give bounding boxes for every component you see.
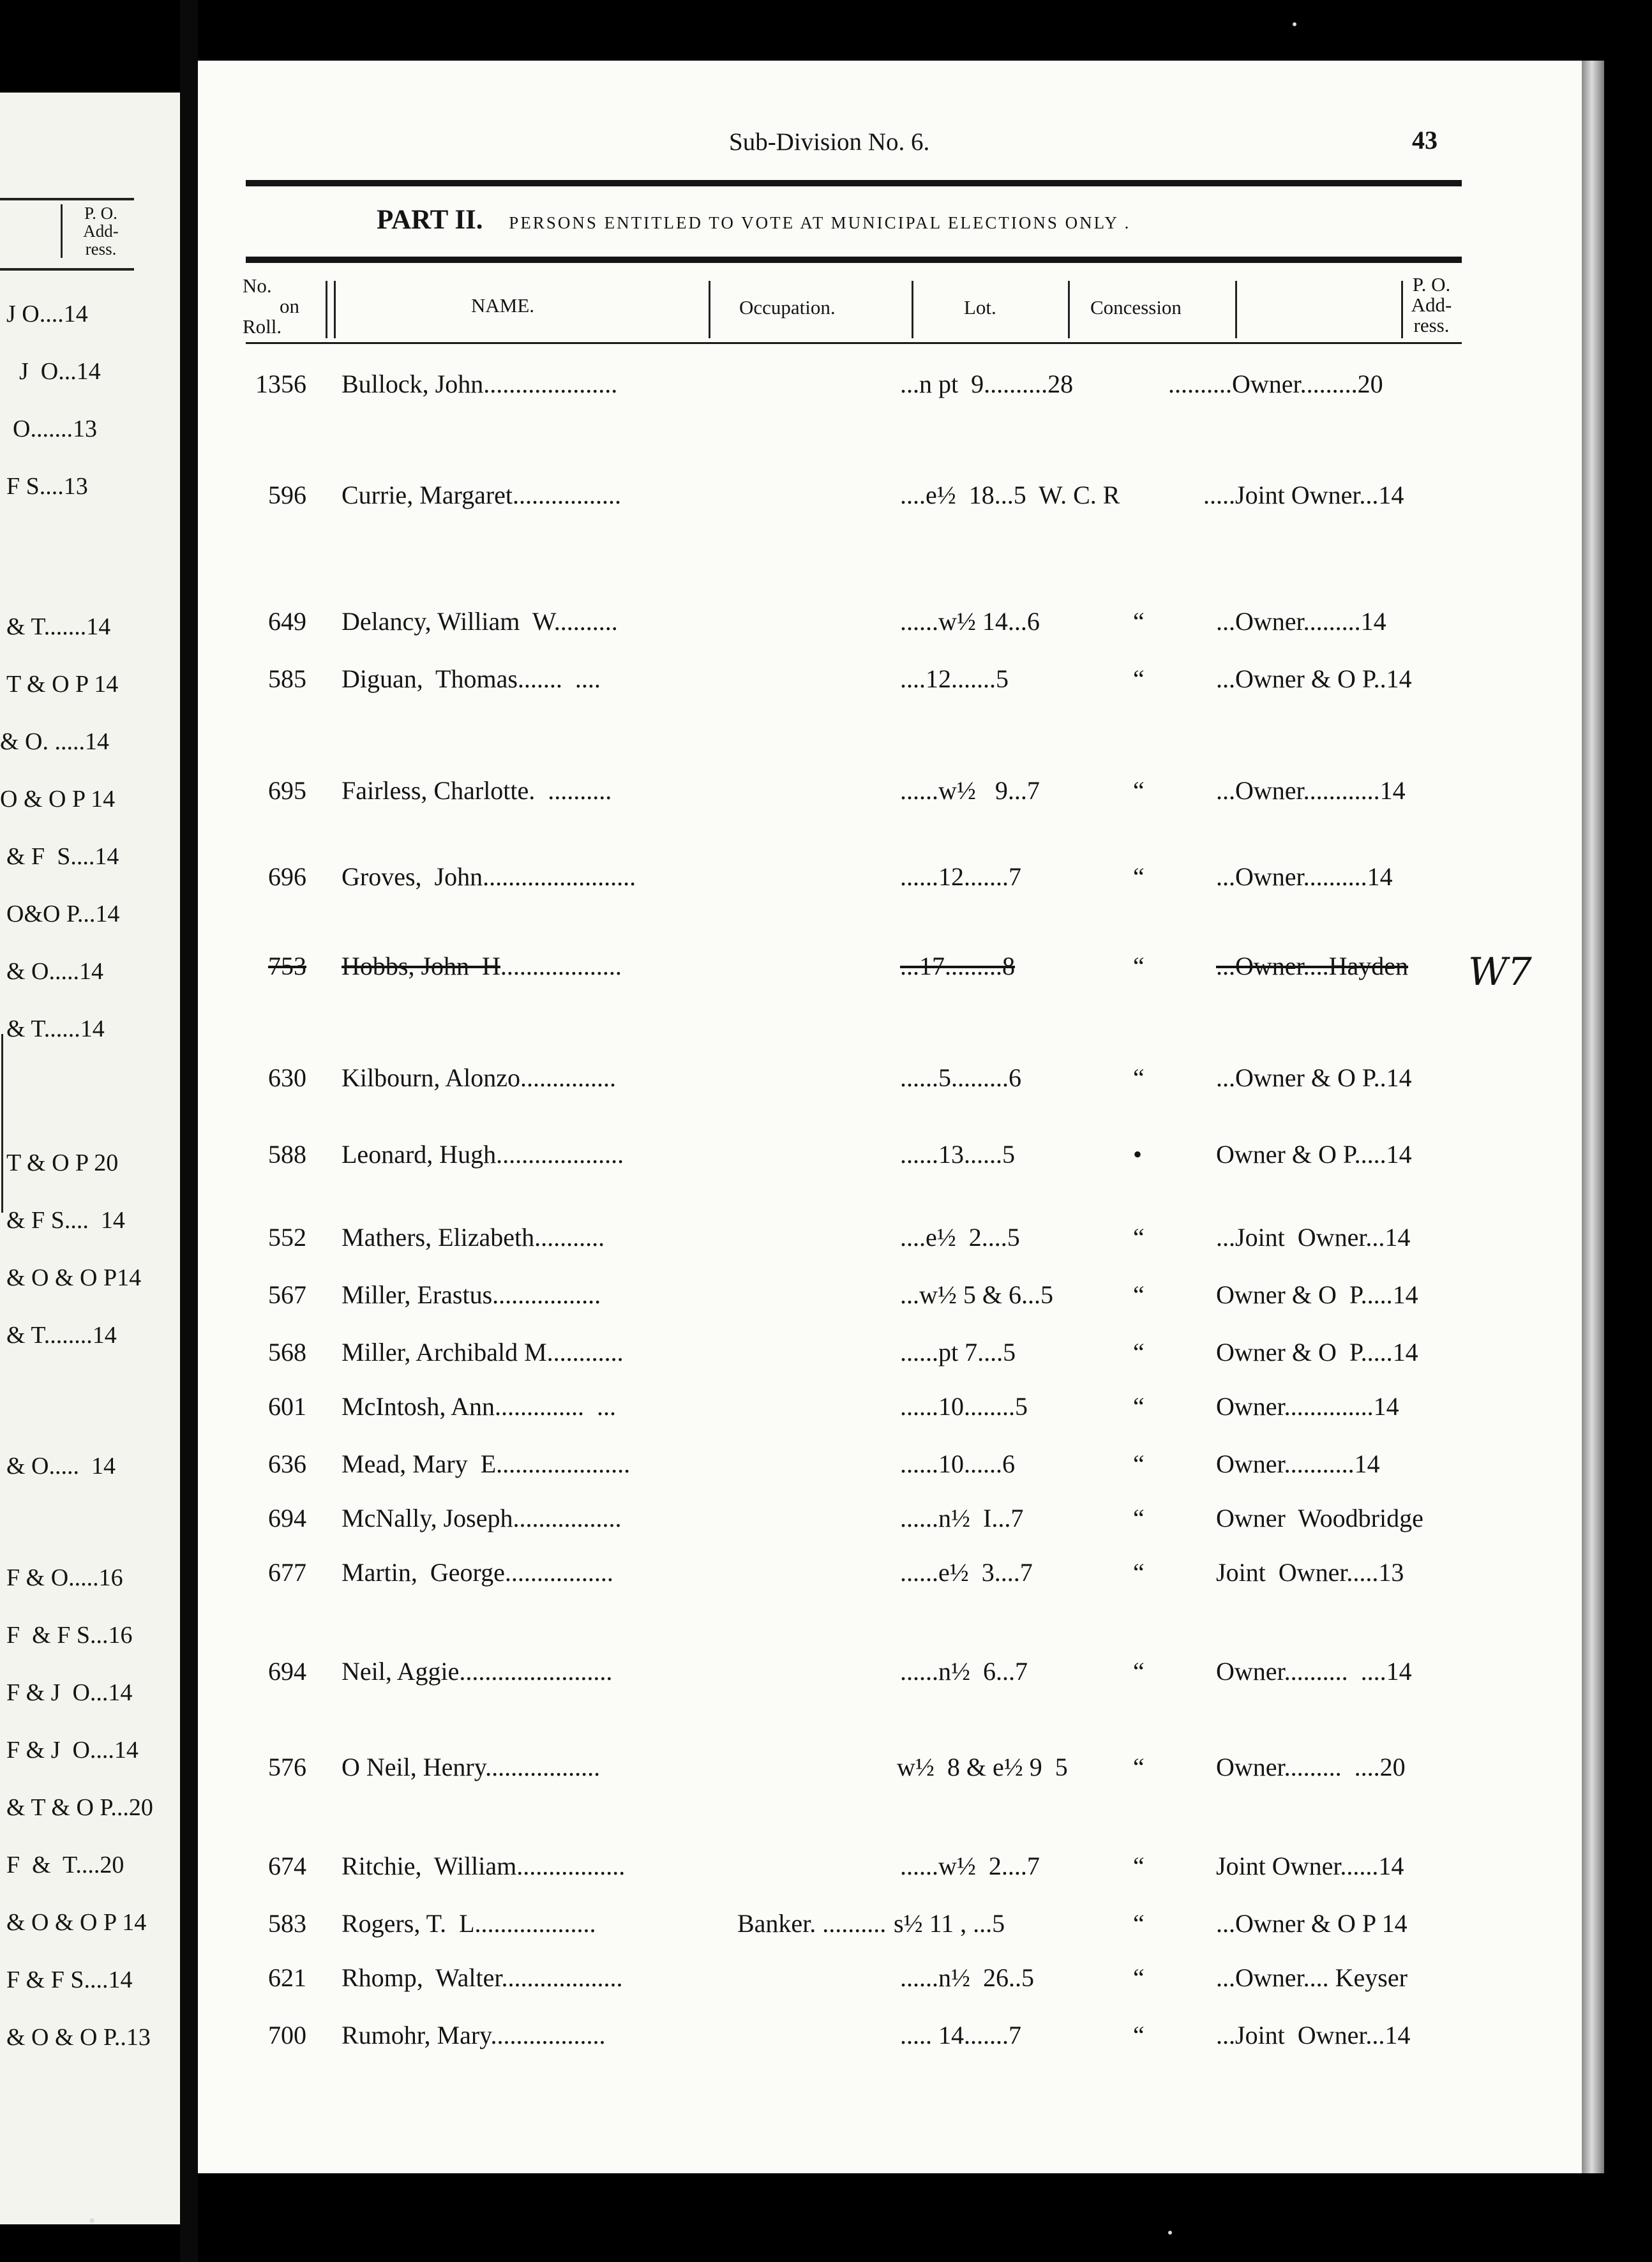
- status-and-address: Joint Owner.....13: [1216, 1558, 1404, 1587]
- lot: ....e½ 18...5 W. C. R: [900, 481, 1120, 509]
- roll-number: 649: [268, 607, 306, 636]
- status-and-address: ...Joint Owner...14: [1216, 2021, 1411, 2049]
- concession: “: [1133, 1449, 1145, 1478]
- lot: ......12.......7: [900, 862, 1021, 891]
- occupation: Banker. ..........: [737, 1909, 887, 1938]
- col-header-lot: Lot.: [964, 296, 996, 318]
- left-page-address: & F S.... 14: [6, 1207, 125, 1234]
- left-page-address: & T........14: [6, 1322, 117, 1349]
- concession: “: [1133, 664, 1145, 693]
- voter-name: Leonard, Hugh....................: [342, 1140, 624, 1169]
- table-row: [0, 2020, 1652, 2058]
- left-page-address: F & F S....14: [6, 1966, 133, 1993]
- part-title: PART II.: [377, 205, 483, 235]
- left-page-address: O.......13: [13, 416, 97, 442]
- col-header-name: NAME.: [471, 294, 535, 317]
- part-description: PERSONS ENTITLED TO VOTE AT MUNICIPAL ELECTIONS ONLY .: [509, 213, 1131, 232]
- left-header-line: ress.: [85, 239, 117, 258]
- left-po-address-header: [61, 204, 139, 258]
- left-page-vertical-rule: [1, 1034, 3, 1213]
- column-rule: [1235, 281, 1237, 338]
- voter-name: Mathers, Elizabeth...........: [342, 1223, 605, 1252]
- left-page-address: F & J O....14: [6, 1737, 139, 1764]
- concession: “: [1133, 1223, 1145, 1252]
- status-and-address: ...Owner & O P..14: [1216, 1063, 1412, 1092]
- roll-number: 674: [268, 1852, 306, 1880]
- status-and-address: ...Owner.........14: [1216, 607, 1386, 636]
- header-line: No.: [243, 274, 272, 297]
- part-heading: [377, 204, 1130, 236]
- voter-name: Delancy, William W..........: [342, 607, 618, 636]
- lot: w½ 8 & e½ 9 5: [897, 1753, 1068, 1781]
- roll-number: 694: [268, 1657, 306, 1686]
- concession: “: [1133, 1504, 1145, 1532]
- lot: ......13......5: [900, 1140, 1015, 1169]
- left-page-rule: [0, 268, 134, 271]
- speck: [1168, 2231, 1172, 2235]
- column-rule: [326, 281, 327, 338]
- table-row: [0, 1063, 1652, 1101]
- roll-number: 552: [268, 1223, 306, 1252]
- lot: ......w½ 2....7: [900, 1852, 1040, 1880]
- status-and-address: Owner..............14: [1216, 1392, 1399, 1421]
- table-row: [0, 1752, 1652, 1790]
- roll-number: 621: [268, 1963, 306, 1992]
- status-and-address: Owner......... ....20: [1216, 1753, 1406, 1781]
- voter-name: Fairless, Charlotte. ..........: [342, 776, 612, 805]
- status-and-address: ...Owner.... Keyser: [1216, 1963, 1408, 1992]
- left-page-address: & T......14: [6, 1015, 105, 1042]
- voter-name: Miller, Erastus.................: [342, 1280, 601, 1309]
- left-page-address: F & T....20: [6, 1852, 124, 1878]
- voter-name: Martin, George.................: [342, 1558, 613, 1587]
- lot: ......n½ I...7: [900, 1504, 1024, 1532]
- table-row: [0, 480, 1652, 518]
- left-page-address: & O. .....14: [0, 728, 109, 755]
- voter-name: Neil, Aggie........................: [342, 1657, 613, 1686]
- table-row: [0, 1280, 1652, 1318]
- roll-number: 601: [268, 1392, 306, 1421]
- table-row: [0, 1222, 1652, 1261]
- voter-name: Rhomp, Walter...................: [342, 1963, 623, 1992]
- roll-number: 630: [268, 1063, 306, 1092]
- voter-name: Mead, Mary E.....................: [342, 1449, 631, 1478]
- voter-name: Diguan, Thomas....... ....: [342, 664, 601, 693]
- left-page-address: & O & O P 14: [6, 1909, 147, 1936]
- roll-number: 1356: [255, 370, 306, 398]
- status-and-address: Owner...........14: [1216, 1449, 1380, 1478]
- left-page-address: F & J O...14: [6, 1679, 133, 1706]
- table-row: [0, 664, 1652, 702]
- header-line: ress.: [1413, 314, 1450, 336]
- status-and-address: Owner Woodbridge: [1216, 1504, 1423, 1532]
- concession: “: [1133, 2021, 1145, 2049]
- concession: “: [1133, 1909, 1145, 1938]
- concession: “: [1133, 1963, 1145, 1992]
- voter-name: McIntosh, Ann.............. ...: [342, 1392, 616, 1421]
- col-header-occupation: Occupation.: [739, 296, 836, 318]
- voter-name: O Neil, Henry..................: [342, 1753, 601, 1781]
- left-page-address: & T & O P...20: [6, 1794, 153, 1821]
- concession: “: [1133, 1392, 1145, 1421]
- lot: ....12.......5: [900, 664, 1009, 693]
- voter-name-leader: ...................: [500, 952, 622, 980]
- voter-name: Bullock, John.....................: [342, 370, 618, 398]
- lot: ..... 14.......7: [900, 2021, 1021, 2049]
- table-row: [0, 862, 1652, 900]
- header-rule: [246, 342, 1462, 344]
- left-page-address: F S....13: [6, 473, 88, 500]
- roll-number: 753: [268, 952, 306, 980]
- status-and-address: Owner.......... ....14: [1216, 1657, 1412, 1686]
- status-and-address: ...Owner..........14: [1216, 862, 1393, 891]
- lot: ......pt 7....5: [900, 1338, 1016, 1367]
- voter-name: Rogers, T. L...................: [342, 1909, 596, 1938]
- table-row: [0, 951, 1652, 989]
- handwritten-annotation: W7: [1468, 950, 1532, 994]
- lot: ......10......6: [900, 1449, 1015, 1478]
- concession: “: [1133, 1063, 1145, 1092]
- lot: ......e½ 3....7: [900, 1558, 1033, 1587]
- concession: “: [1133, 607, 1145, 636]
- roll-number: 568: [268, 1338, 306, 1367]
- lot: ......5.........6: [900, 1063, 1021, 1092]
- left-header-line: Add-: [83, 221, 119, 241]
- status-and-address: Owner & O P.....14: [1216, 1280, 1418, 1309]
- col-header-po-address: [1404, 274, 1459, 336]
- heavy-rule: [246, 180, 1462, 186]
- roll-number: 636: [268, 1449, 306, 1478]
- left-header-line: P. O.: [84, 204, 117, 223]
- left-page-address: & O & O P..13: [6, 2024, 151, 2051]
- lot: s½ 11 , ...5: [894, 1909, 1005, 1938]
- roll-number: 696: [268, 862, 306, 891]
- left-page-rule: [0, 198, 134, 200]
- left-page-address: F & O.....16: [6, 1564, 123, 1591]
- roll-number: 700: [268, 2021, 306, 2049]
- page-number: 43: [1412, 126, 1438, 154]
- left-page-address: & T.......14: [6, 613, 111, 640]
- table-row: [0, 1908, 1652, 1947]
- table-row: [0, 1503, 1652, 1541]
- roll-number: 677: [268, 1558, 306, 1587]
- voter-name-struck: Hobbs, John H: [342, 952, 500, 980]
- lot: ...n pt 9..........28: [900, 370, 1074, 398]
- concession: “: [1133, 1753, 1145, 1781]
- status-and-address: Owner & O P.....14: [1216, 1338, 1418, 1367]
- left-page-address: J O....14: [6, 301, 88, 327]
- voter-name: Currie, Margaret.................: [342, 481, 622, 509]
- status-and-address: ...Owner & O P 14: [1216, 1909, 1408, 1938]
- concession: “: [1133, 1558, 1145, 1587]
- lot: ...17.........8: [900, 952, 1015, 980]
- status-and-address: .....Joint Owner...14: [1203, 481, 1404, 509]
- left-page-address: T & O P 14: [6, 671, 119, 698]
- left-page-address: T & O P 20: [6, 1150, 119, 1176]
- column-rule: [1401, 281, 1403, 338]
- running-head: Sub-Division No. 6.: [729, 128, 930, 156]
- table-row: [0, 1337, 1652, 1375]
- col-header-concession: Concession: [1090, 296, 1182, 318]
- table-row: [0, 1851, 1652, 1889]
- status-and-address: Joint Owner......14: [1216, 1852, 1404, 1880]
- left-page-address: & F S....14: [6, 843, 119, 870]
- roll-number: 567: [268, 1280, 306, 1309]
- header-line: on: [280, 295, 299, 317]
- roll-number: 596: [268, 481, 306, 509]
- roll-number: 576: [268, 1753, 306, 1781]
- concession: “: [1133, 1657, 1145, 1686]
- header-line: Add-: [1411, 294, 1452, 316]
- voter-name: Kilbourn, Alonzo...............: [342, 1063, 616, 1092]
- voter-name: Rumohr, Mary..................: [342, 2021, 606, 2049]
- voter-name: Ritchie, William.................: [342, 1852, 626, 1880]
- roll-number: 583: [268, 1909, 306, 1938]
- voter-name: Miller, Archibald M............: [342, 1338, 624, 1367]
- status-and-address: Owner & O P.....14: [1216, 1140, 1412, 1169]
- status-and-address: ...Owner....Hayden: [1216, 952, 1409, 980]
- column-rule: [709, 281, 710, 338]
- lot: ......n½ 26..5: [900, 1963, 1034, 1992]
- left-page-address: & O..... 14: [6, 1453, 116, 1479]
- table-row: [0, 1963, 1652, 2001]
- col-header-no-on-roll: [243, 276, 299, 337]
- concession: •: [1133, 1140, 1143, 1169]
- lot: ......10........5: [900, 1392, 1028, 1421]
- concession: “: [1133, 1852, 1145, 1880]
- concession: “: [1133, 776, 1145, 805]
- left-page-address: J O...14: [19, 358, 101, 385]
- status-and-address: ...Owner & O P..14: [1216, 664, 1412, 693]
- lot: ......n½ 6...7: [900, 1657, 1028, 1686]
- roll-number: 695: [268, 776, 306, 805]
- status-and-address: ...Joint Owner...14: [1216, 1223, 1411, 1252]
- column-rule: [1068, 281, 1070, 338]
- left-page-address: & O & O P14: [6, 1264, 142, 1291]
- roll-number: 694: [268, 1504, 306, 1532]
- lot: ......w½ 14...6: [900, 607, 1040, 636]
- concession: “: [1133, 952, 1145, 980]
- left-page-address: F & F S...16: [6, 1622, 133, 1649]
- speck: [1293, 22, 1296, 26]
- concession: “: [1133, 1280, 1145, 1309]
- left-page-address: & O.....14: [6, 958, 103, 985]
- column-rule: [912, 281, 913, 338]
- table-row: [0, 606, 1652, 645]
- heavy-rule: [246, 257, 1462, 263]
- table-row: [0, 1449, 1652, 1487]
- table-row: [0, 775, 1652, 814]
- roll-number: 588: [268, 1140, 306, 1169]
- table-row: [0, 369, 1652, 407]
- voter-name: McNally, Joseph.................: [342, 1504, 622, 1532]
- table-row: [0, 1557, 1652, 1596]
- concession: “: [1133, 862, 1145, 891]
- table-row: [0, 1391, 1652, 1430]
- status-and-address: ...Owner............14: [1216, 776, 1406, 805]
- left-page-address: O&O P...14: [6, 901, 120, 927]
- concession: “: [1133, 1338, 1145, 1367]
- lot: ......w½ 9...7: [900, 776, 1040, 805]
- status-and-address: ..........Owner.........20: [1168, 370, 1383, 398]
- speck: [89, 2218, 94, 2223]
- header-line: Roll.: [243, 315, 282, 338]
- left-page-address: O & O P 14: [0, 786, 116, 813]
- lot: ...w½ 5 & 6...5: [900, 1280, 1053, 1309]
- lot: ....e½ 2....5: [900, 1223, 1020, 1252]
- column-rule: [334, 281, 336, 338]
- table-row: [0, 1656, 1652, 1695]
- voter-name: [342, 951, 622, 981]
- roll-number: 585: [268, 664, 306, 693]
- header-line: P. O.: [1412, 273, 1451, 296]
- table-row: [0, 1139, 1652, 1178]
- voter-name: Groves, John........................: [342, 862, 636, 891]
